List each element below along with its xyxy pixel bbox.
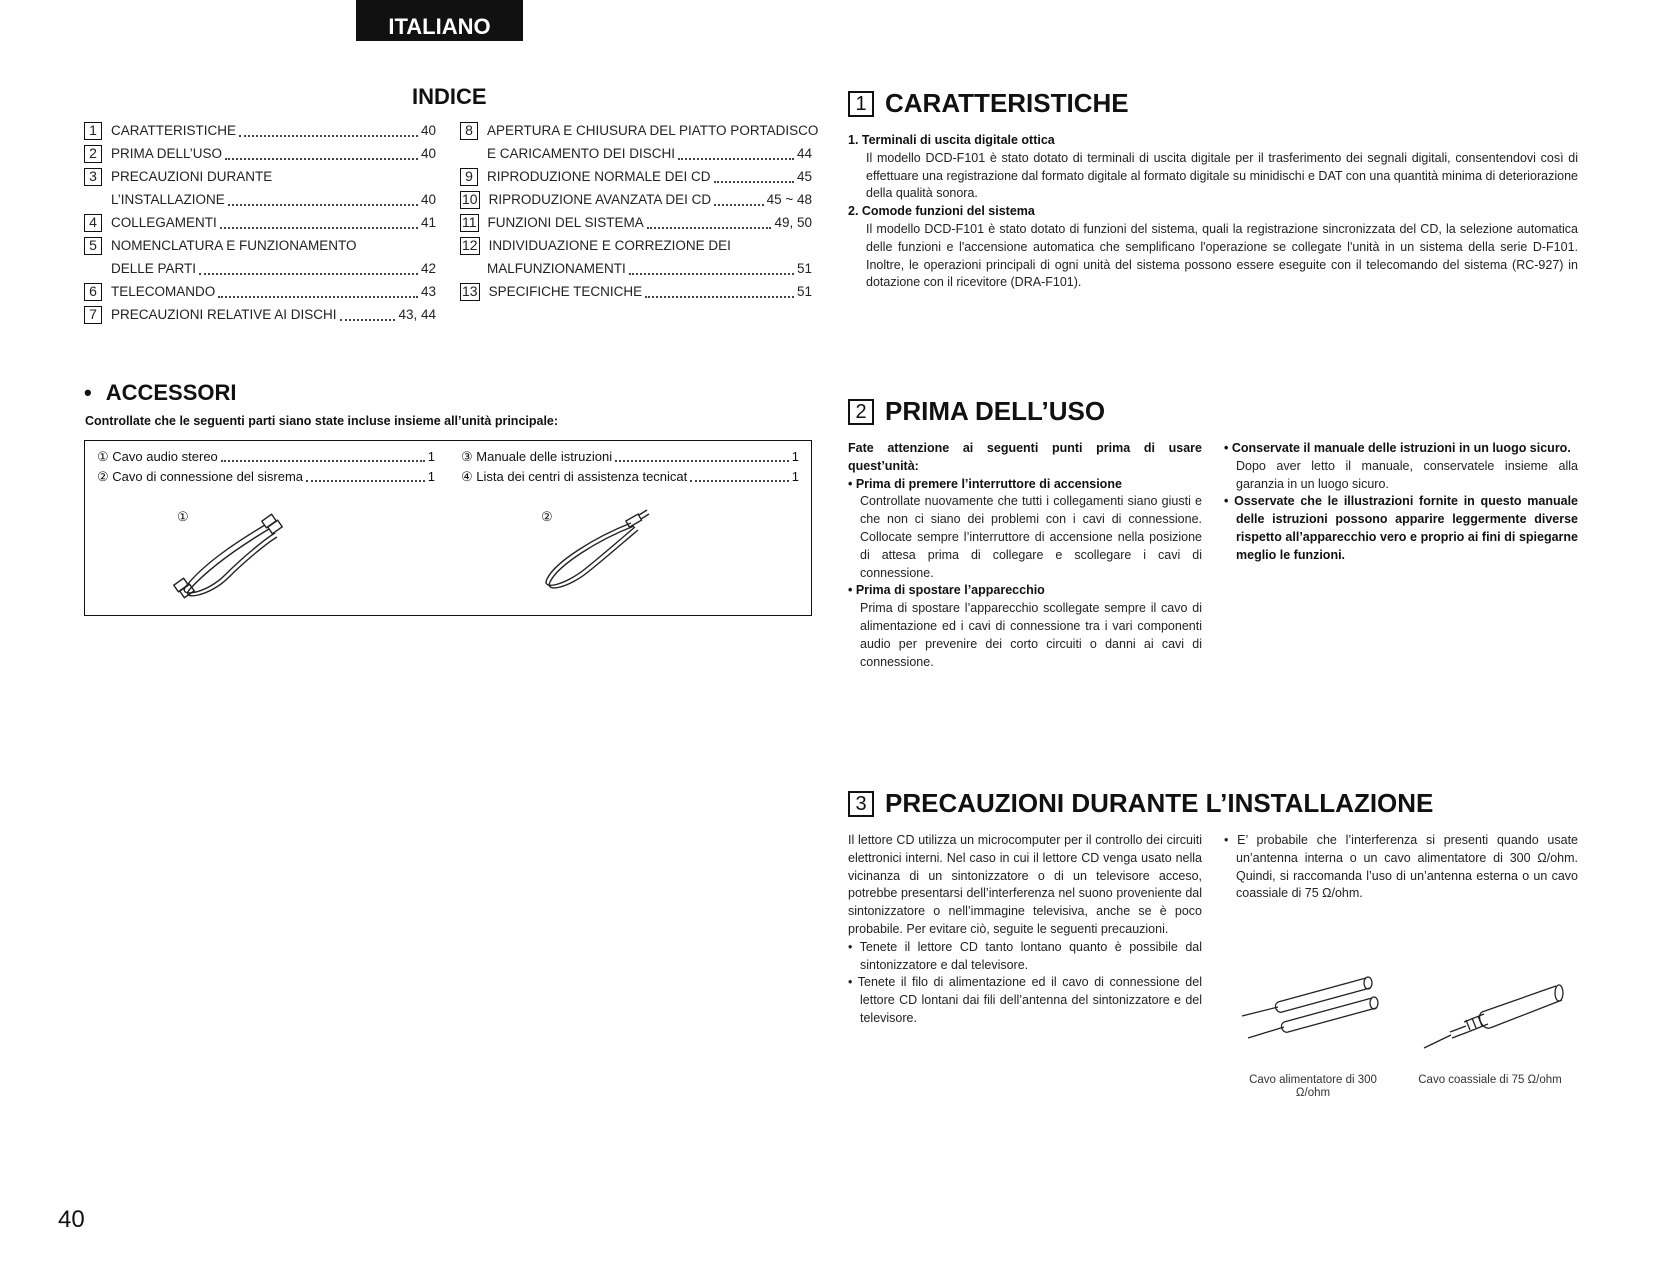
accessory-qty: 1 xyxy=(791,449,799,464)
accessori-intro: Controllate che le seguenti parti siano state incluse insieme all’unità principale: xyxy=(85,414,559,428)
toc-page: 45 xyxy=(796,169,812,184)
toc-page: 40 xyxy=(420,123,436,138)
section-number-box: 3 xyxy=(848,791,874,817)
toc-label: INDIVIDUAZIONE E CORREZIONE DEI xyxy=(488,238,731,253)
accessory-qty: 1 xyxy=(427,449,435,464)
toc-entry xyxy=(84,304,436,325)
accessory-qty: 1 xyxy=(427,469,435,484)
section-title-text: CARATTERISTICHE xyxy=(885,88,1129,118)
toc-entry xyxy=(84,166,436,187)
tip-heading: • Conservate il manuale delle istruzioni in un luogo sicuro. xyxy=(1224,441,1571,455)
dot-leader xyxy=(690,479,789,482)
feeder-cable-caption: Cavo alimentatore di 300 Ω/ohm xyxy=(1249,1074,1377,1099)
indice-title: INDICE xyxy=(412,84,487,109)
section-number-box: 1 xyxy=(848,91,874,117)
accessory-label: ① Cavo audio stereo xyxy=(97,448,218,464)
accessory-item xyxy=(97,467,435,486)
section-3-title xyxy=(848,788,1433,819)
toc-number-box: 8 xyxy=(460,122,478,140)
toc-entry xyxy=(84,258,436,279)
precaution-item: • Tenete il filo di alimentazione ed il cavo di connessione del lettore CD lontani dai fili dell’antenna del sintonizzatore e del televisore. xyxy=(848,975,1202,1025)
toc-label: PRECAUZIONI DURANTE xyxy=(111,169,273,184)
accessory-label: ④ Lista dei centri di assistenza tecnicat xyxy=(461,468,688,484)
precaution-item: • Tenete il lettore CD tanto lontano quanto è possibile dal sintonizzatore e dal televisore. xyxy=(848,939,1202,972)
section-3-left-column xyxy=(848,832,1202,1028)
section-title-text: PRIMA DELL’USO xyxy=(885,396,1106,426)
dot-leader xyxy=(714,180,794,183)
toc-page: 49, 50 xyxy=(774,215,812,230)
toc-label: CARATTERISTICHE xyxy=(111,123,237,138)
accessori-bullet: • xyxy=(84,380,92,405)
accessori-title: ACCESSORI xyxy=(105,380,237,405)
accessori-heading xyxy=(84,380,237,406)
toc-label: E CARICAMENTO DEI DISCHI xyxy=(487,146,676,161)
toc-entry xyxy=(84,143,436,164)
toc-label: RIPRODUZIONE NORMALE DEI CD xyxy=(487,169,711,184)
dot-leader xyxy=(678,157,794,160)
dot-leader xyxy=(221,459,425,462)
tip-heading: • Osservate che le illustrazioni fornite in questo manuale delle istruzioni possono apparire leggermente diverse rispetto all’apparecchio vero e proprio ai fini di spiegarne meglio le funzioni. xyxy=(1224,494,1578,562)
toc-label: PRIMA DELL’USO xyxy=(111,146,223,161)
dot-leader xyxy=(340,318,396,321)
page-number: 40 xyxy=(58,1206,85,1233)
toc-number-box: 12 xyxy=(462,236,478,253)
accessory-label: ③ Manuale delle istruzioni xyxy=(461,448,613,464)
toc-right-column xyxy=(460,120,819,310)
toc-page: 40 xyxy=(420,192,436,207)
section-intro: Fate attenzione ai seguenti punti prima di usare quest’unità: xyxy=(848,441,1202,473)
dot-leader xyxy=(645,295,794,298)
accessory-label: ② Cavo di connessione del sisrema xyxy=(97,468,304,484)
toc-entry xyxy=(460,166,812,187)
toc-entry xyxy=(84,281,436,302)
dot-leader xyxy=(218,295,418,298)
accessori-box xyxy=(84,440,812,616)
toc-label: FUNZIONI DEL SISTEMA xyxy=(487,215,644,230)
feature-text: Il modello DCD-F101 è stato dotato di funzioni del sistema, quali la registrazione sincronizzata del CD, la selezione automatica delle funzioni e l'accensione automatica che semplificano l'operazione se collegate l'unità in un sistema della serie D-F101. Inoltre, le operazioni principali di ogni unità del sistema possono essere eseguite con il telecomando del sistema (RC-927) in dotazione con il ricevitore (DRA-F101). xyxy=(866,221,1578,290)
toc-entry xyxy=(460,281,812,302)
tip-text: Dopo aver letto il manuale, conservatele insieme alla garanzia in un luogo sicuro. xyxy=(1236,458,1578,491)
accessory-item xyxy=(461,467,799,486)
toc-page: 51 xyxy=(796,284,812,299)
section-3-right-column: • E’ probabile che l’interferenza si presenti quando usate un’antenna interna o un cavo alimentatore di 300 Ω/ohm. Quindi, si raccomanda l’uso di un’antenna esterna o un cavo coassiale di 75 Ω/ohm. xyxy=(1224,833,1578,901)
section-1-title xyxy=(848,88,1129,119)
section-number-box: 2 xyxy=(848,399,874,425)
toc-number-box: 6 xyxy=(84,283,102,301)
toc-page: 42 xyxy=(420,261,436,276)
dot-leader xyxy=(220,226,418,229)
toc-entry xyxy=(84,120,436,141)
toc-number-box: 2 xyxy=(84,145,102,163)
dot-leader xyxy=(647,226,772,229)
toc-entry xyxy=(460,212,812,233)
section-3-intro: Il lettore CD utilizza un microcomputer per il controllo dei circuiti elettronici interni. Nel caso in cui il lettore CD venga usato nella vicinanza di un sintonizzatore o di un televisore acceso, potrebbe presentarsi dell’interferenza nel suono proveniente dal sintonizzatore o nell’immagine televisiva, anche se è poco probabile. Per evitare ciò, seguite le seguenti precauzioni. xyxy=(848,833,1202,936)
language-tab: ITALIANO xyxy=(356,0,523,41)
toc-entry xyxy=(84,189,436,210)
figure-label-1: ① xyxy=(177,509,189,524)
dot-leader xyxy=(225,157,418,160)
toc-page: 51 xyxy=(796,261,812,276)
toc-number-box: 5 xyxy=(84,237,102,255)
toc-entry xyxy=(460,258,812,279)
feature-heading: 2. Comode funzioni del sistema xyxy=(848,204,1035,219)
coaxial-cable-caption: Cavo coassiale di 75 Ω/ohm xyxy=(1418,1074,1562,1086)
toc-number-box: 10 xyxy=(462,190,478,207)
toc-entry xyxy=(460,120,819,141)
toc-label: NOMENCLATURA E FUNZIONAMENTO xyxy=(111,238,357,253)
toc-label: PRECAUZIONI RELATIVE AI DISCHI xyxy=(111,307,337,322)
system-connection-cable-illustration xyxy=(535,507,655,597)
dot-leader xyxy=(615,459,789,462)
toc-label: COLLEGAMENTI xyxy=(111,215,217,230)
toc-page: 45 ~ 48 xyxy=(766,192,812,207)
toc-label: L’INSTALLAZIONE xyxy=(111,192,225,207)
toc-page: 43 xyxy=(420,284,436,299)
toc-label: TELECOMANDO xyxy=(111,284,216,299)
toc-entry xyxy=(84,235,436,256)
section-title-text: PRECAUZIONI DURANTE L’INSTALLAZIONE xyxy=(885,788,1434,818)
tip-heading: • Prima di premere l’interruttore di accensione xyxy=(848,476,1122,491)
section-2-left-column xyxy=(848,440,1202,671)
stereo-audio-cable-illustration xyxy=(165,503,295,603)
toc-entry xyxy=(460,189,812,210)
section-1-body xyxy=(848,132,1578,292)
dot-leader xyxy=(306,479,425,482)
toc-entry xyxy=(460,235,812,256)
feature-heading: 1. Terminali di uscita digitale ottica xyxy=(848,133,1055,147)
toc-number-box: 11 xyxy=(462,213,477,230)
toc-page: 41 xyxy=(420,215,436,230)
toc-entry xyxy=(460,143,812,164)
accessory-qty: 1 xyxy=(791,469,799,484)
tip-text: Prima di spostare l’apparecchio scollegate sempre il cavo di alimentazione ed i cavi di connessione tra i vari componenti audio per prevenire dei corto circuiti o danni ai cavi di connessione. xyxy=(860,601,1202,669)
figure-label-2: ② xyxy=(541,509,553,524)
toc-number-box: 4 xyxy=(84,214,102,232)
toc-number-box: 3 xyxy=(84,168,102,186)
dot-leader xyxy=(239,134,418,137)
toc-number-box: 9 xyxy=(460,168,478,186)
dot-leader xyxy=(199,272,418,275)
toc-number-box: 13 xyxy=(462,282,478,299)
toc-label: RIPRODUZIONE AVANZATA DEI CD xyxy=(488,192,712,207)
accessory-item xyxy=(461,447,799,466)
section-2-title xyxy=(848,396,1105,427)
dot-leader xyxy=(714,203,763,206)
toc-label: MALFUNZIONAMENTI xyxy=(487,261,626,276)
feature-text: Il modello DCD-F101 è stato dotato di terminali di uscita digitale per il trasferimento dei segnali digitali, consentendovi così di effettuare una registrazione dal formato digitale al formato digitale su minidischi e DAT con una quantità minima di deteriorazione della qualità sonora. xyxy=(866,150,1578,201)
toc-left-column xyxy=(84,120,436,330)
toc-label: APERTURA E CHIUSURA DEL PIATTO PORTADISCO xyxy=(487,123,819,138)
toc-number-box: 1 xyxy=(84,122,102,140)
toc-page: 43, 44 xyxy=(398,307,436,322)
dot-leader xyxy=(629,272,794,275)
toc-page: 40 xyxy=(420,146,436,161)
toc-number-box: 7 xyxy=(84,306,102,324)
toc-label: SPECIFICHE TECNICHE xyxy=(488,284,643,299)
tip-text: Controllate nuovamente che tutti i collegamenti siano giusti e che non ci siano dei problemi con i cavi di connessione. Collocate sempre l’interruttore di accensione nella posizione di attesa prima di collegare e scollegare i cavi di connessione. xyxy=(860,494,1202,580)
section-2-right-column xyxy=(1224,440,1578,565)
300-ohm-feeder-cable-illustration xyxy=(1238,970,1388,1050)
toc-label: DELLE PARTI xyxy=(111,261,197,276)
toc-entry xyxy=(84,212,436,233)
toc-page: 44 xyxy=(796,146,812,161)
dot-leader xyxy=(228,203,418,206)
accessory-item xyxy=(97,447,435,466)
75-ohm-coaxial-cable-illustration xyxy=(1420,982,1570,1062)
tip-heading: • Prima di spostare l’apparecchio xyxy=(848,583,1045,598)
